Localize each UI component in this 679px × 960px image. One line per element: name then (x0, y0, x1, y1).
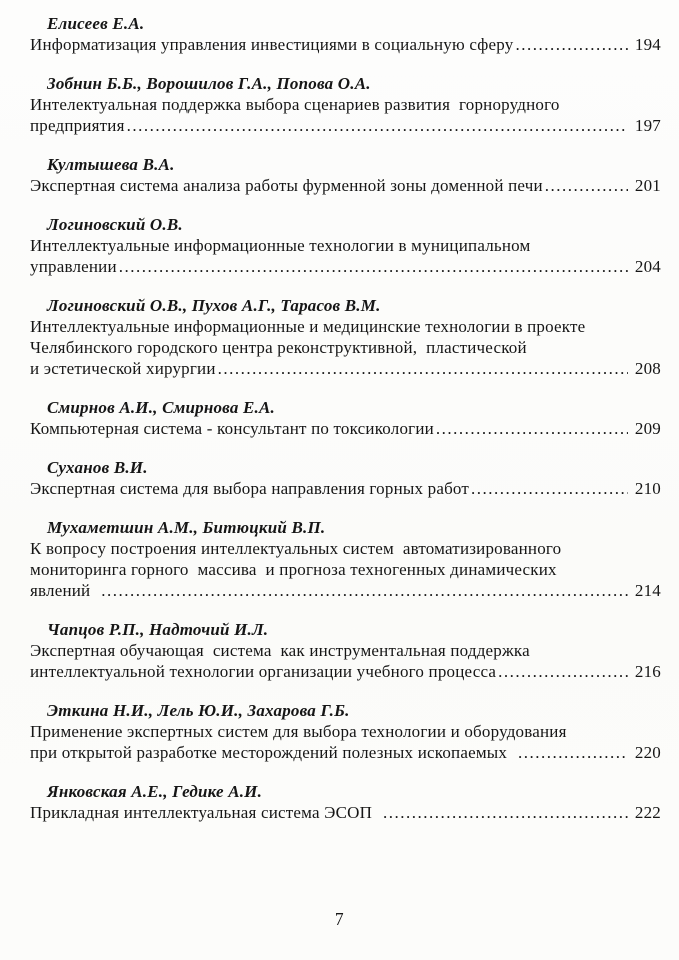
toc-entry-authors: Суханов В.И. (47, 458, 148, 477)
toc-entry (30, 781, 661, 823)
toc-entry-page-number: 220 (634, 743, 661, 762)
toc-entry-title-line (30, 175, 661, 196)
toc-entry-title-line (30, 538, 661, 559)
toc-entry-authors: Култышева В.А. (47, 155, 175, 174)
title-text: мониторинга горного массива и прогноза техногенных динамических (30, 560, 557, 579)
toc-entry-title-line (30, 337, 661, 358)
toc-entry-title-line (30, 94, 661, 115)
toc-entry-lines (30, 34, 661, 55)
toc-entry (30, 397, 661, 439)
title-text: и эстетической хирургии (30, 359, 216, 378)
toc-entry-authors: Мухаметшин А.М., Битюцкий В.П. (47, 518, 326, 537)
title-text: Интеллектуальные информационные и медицинские технологии в проекте (30, 317, 586, 336)
toc-entry-title-line (30, 256, 661, 277)
title-text: управлении (30, 257, 117, 276)
toc-entry-authors: Янковская А.Е., Гедике А.И. (47, 782, 263, 801)
toc-entry-page-number: 209 (634, 419, 661, 438)
toc-entry-title-line (30, 115, 661, 136)
toc-entry (30, 73, 661, 136)
dot-leader (127, 115, 628, 136)
toc-entry-title-line (30, 580, 661, 601)
title-text: Применение экспертных систем для выбора технологии и оборудования (30, 722, 567, 741)
toc-entry (30, 457, 661, 499)
toc-entry-lines (30, 478, 661, 499)
toc-entry-page-number: 210 (634, 479, 661, 498)
toc-entry-lines (30, 418, 661, 439)
toc-entry-lines (30, 235, 661, 277)
toc-entry-authors: Логиновский О.В. (47, 215, 183, 234)
toc-entry-page-number: 197 (634, 116, 661, 135)
toc-entry-title-line (30, 742, 661, 763)
title-text: Экспертная система для выбора направления горных работ (30, 479, 470, 498)
toc-entry (30, 214, 661, 277)
toc-entry-page-number: 194 (634, 35, 661, 54)
toc-entry-page-number: 222 (634, 803, 661, 822)
toc-entry-title-line (30, 478, 661, 499)
toc-entry-authors: Смирнов А.И., Смирнова Е.А. (47, 398, 275, 417)
dot-leader (218, 358, 628, 379)
dot-leader (436, 418, 628, 439)
toc-entry-lines (30, 316, 661, 379)
title-text: Компьютерная система - консультант по токсикологии (30, 419, 434, 438)
toc-entry-title-line (30, 235, 661, 256)
toc-entry-title-line (30, 358, 661, 379)
toc-entry-lines (30, 640, 661, 682)
toc-entry (30, 517, 661, 601)
toc-entry-title-line (30, 34, 661, 55)
title-text: интеллектуальной технологии организации учебного процесса (30, 662, 497, 681)
toc-entry (30, 700, 661, 763)
toc-entry (30, 295, 661, 379)
toc-entry-title-line (30, 661, 661, 682)
toc-entry-authors: Эткина Н.И., Лель Ю.И., Захарова Г.Б. (47, 701, 350, 720)
toc-entry-page-number: 216 (634, 662, 661, 681)
toc-entry-title-line (30, 559, 661, 580)
toc-entry-lines (30, 802, 661, 823)
dot-leader (119, 256, 628, 277)
dot-leader (515, 34, 627, 55)
toc-entry-authors: Зобнин Б.Б., Ворошилов Г.А., Попова О.А. (47, 74, 371, 93)
title-text: Экспертная система анализа работы фурменной зоны доменной печи (30, 176, 543, 195)
dot-leader (518, 742, 628, 763)
toc-entry-page-number: 208 (634, 359, 661, 378)
toc-entry-page-number: 201 (634, 176, 661, 195)
toc-entry-lines (30, 538, 661, 601)
title-text: Интеллектуальные информационные технологии в муниципальном (30, 236, 531, 255)
toc-entry-page-number: 214 (634, 581, 661, 600)
toc-entry-page-number: 204 (634, 257, 661, 276)
dot-leader (545, 175, 628, 196)
title-text: К вопросу построения интеллектуальных систем автоматизированного (30, 539, 562, 558)
dot-leader (101, 580, 628, 601)
toc-entry-authors: Елисеев Е.А. (47, 14, 145, 33)
dot-leader (383, 802, 628, 823)
toc-entry-authors: Логиновский О.В., Пухов А.Г., Тарасов В.М. (47, 296, 381, 315)
page-footer (0, 909, 679, 930)
toc-entry-title-line (30, 418, 661, 439)
toc-entry (30, 619, 661, 682)
toc-entry-lines (30, 94, 661, 136)
title-text: Челябинского городского центра реконструктивной, пластической (30, 338, 527, 357)
page-number: 7 (334, 909, 345, 929)
toc-entry-lines (30, 175, 661, 196)
toc-entry-title-line (30, 721, 661, 742)
toc-entry (30, 154, 661, 196)
toc-entry (30, 13, 661, 55)
toc-entry-title-line (30, 316, 661, 337)
toc-entry-authors: Чапцов Р.П., Надточий И.Л. (47, 620, 269, 639)
toc-entry-title-line (30, 802, 661, 823)
toc-entry-title-line (30, 640, 661, 661)
title-text: Интелектуальная поддержка выбора сценариев развития горнорудного (30, 95, 560, 114)
title-text: Прикладная интеллектуальная система ЭСОП (30, 803, 381, 822)
dot-leader (471, 478, 628, 499)
title-text: Экспертная обучающая система как инструментальная поддержка (30, 641, 530, 660)
title-text: предприятия (30, 116, 125, 135)
title-text: явлений (30, 581, 100, 600)
title-text: Информатизация управления инвестициями в социальную сферу (30, 35, 514, 54)
toc-entry-lines (30, 721, 661, 763)
dot-leader (498, 661, 628, 682)
title-text: при открытой разработке месторождений полезных ископаемых (30, 743, 517, 762)
